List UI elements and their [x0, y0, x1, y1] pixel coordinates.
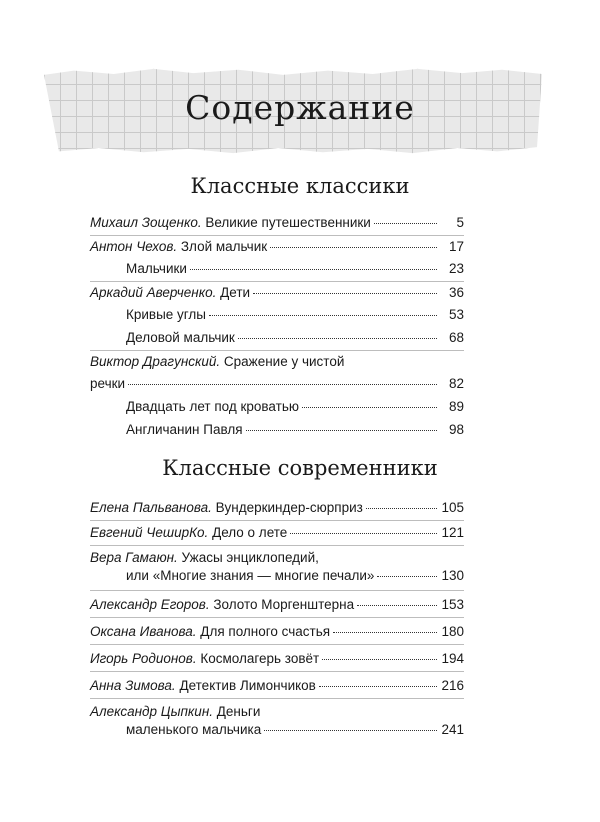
- toc-author: Александр Цыпкин.: [90, 704, 213, 719]
- toc-author: Вера Гамаюн.: [90, 550, 178, 565]
- toc-page-number: 89: [448, 399, 464, 414]
- toc-entry[interactable]: [126, 398, 464, 416]
- toc-page-number: 130: [441, 568, 464, 583]
- dot-leader: [377, 575, 437, 577]
- toc-author: Аркадий Аверченко.: [90, 285, 217, 300]
- toc-entry[interactable]: [90, 499, 464, 517]
- dot-leader: [374, 222, 437, 224]
- toc-title: Сражение у чистой: [223, 354, 345, 369]
- toc-entry[interactable]: [90, 524, 464, 542]
- dot-leader: [253, 292, 437, 294]
- toc-page-number: 23: [448, 261, 464, 276]
- toc-title: Ужасы энциклопедий,: [181, 550, 319, 565]
- dot-leader: [302, 406, 437, 408]
- toc-title: Двадцать лет под кроватью: [126, 399, 299, 414]
- divider: [90, 520, 464, 521]
- toc-title: Великие путешественники: [205, 215, 371, 230]
- toc-page-number: 98: [448, 422, 464, 437]
- toc-author: Евгений ЧеширКо.: [90, 525, 209, 540]
- divider: [90, 235, 464, 236]
- dot-leader: [128, 383, 437, 385]
- dot-leader: [322, 658, 437, 660]
- toc-entry[interactable]: [90, 703, 464, 739]
- toc-title: Кривые углы: [126, 307, 207, 322]
- toc-author: Анна Зимова.: [90, 678, 176, 693]
- toc-page-number: 82: [448, 376, 464, 391]
- toc-author: Виктор Драгунский.: [90, 354, 221, 369]
- toc-title: Англичанин Павля: [126, 422, 243, 437]
- dot-leader: [246, 429, 437, 431]
- divider: [90, 350, 464, 351]
- toc-entry[interactable]: [90, 623, 464, 641]
- toc-entry[interactable]: [126, 260, 464, 278]
- toc-title: Деловой мальчик: [126, 330, 235, 345]
- toc-title-continued: или «Многие знания — многие печали»: [126, 568, 375, 583]
- toc-title: Деньги: [216, 704, 261, 719]
- dot-leader: [333, 631, 437, 633]
- toc-entry[interactable]: [126, 329, 464, 347]
- dot-leader: [270, 246, 437, 248]
- toc-title: Вундеркиндер-сюрприз: [215, 500, 363, 515]
- toc-entry[interactable]: [90, 596, 464, 614]
- toc-page-number: 36: [448, 285, 464, 300]
- toc-page-number: 53: [448, 307, 464, 322]
- toc-page-number: 241: [441, 722, 464, 737]
- toc-title: Дети: [220, 285, 251, 300]
- toc-entry[interactable]: [90, 650, 464, 668]
- divider: [90, 671, 464, 672]
- toc-title: Злой мальчик: [180, 239, 268, 254]
- toc-page-number: 68: [448, 330, 464, 345]
- divider: [90, 281, 464, 282]
- divider: [90, 644, 464, 645]
- toc-page-number: 121: [441, 525, 464, 540]
- toc-author: Михаил Зощенко.: [90, 215, 202, 230]
- section-title-classics: Классные классики: [190, 174, 410, 198]
- toc-entry[interactable]: [90, 214, 464, 232]
- toc-page-number: 153: [441, 597, 464, 612]
- toc-author: Оксана Иванова.: [90, 624, 197, 639]
- toc-author: Елена Пальванова.: [90, 500, 212, 515]
- toc-author: Антон Чехов.: [90, 239, 178, 254]
- dot-leader: [319, 685, 437, 687]
- toc-title: Космолагерь зовёт: [200, 651, 320, 666]
- toc-entry[interactable]: [90, 353, 464, 393]
- toc-entry[interactable]: [90, 284, 464, 302]
- divider: [90, 698, 464, 699]
- dot-leader: [238, 337, 437, 339]
- toc-page-number: 105: [441, 500, 464, 515]
- dot-leader: [209, 314, 437, 316]
- toc-page-number: 180: [441, 624, 464, 639]
- toc-author: Александр Егоров.: [90, 597, 210, 612]
- page-title: Содержание: [185, 88, 415, 127]
- divider: [90, 590, 464, 591]
- toc-title: Для полного счастья: [200, 624, 331, 639]
- divider: [90, 545, 464, 546]
- toc-title-continued: маленького мальчика: [126, 722, 262, 737]
- toc-title: Детектив Лимончиков: [179, 678, 316, 693]
- section-title-modern: Классные современники: [162, 456, 438, 480]
- toc-title: Золото Моргенштерна: [213, 597, 355, 612]
- toc-title-continued: речки: [90, 376, 126, 391]
- divider: [90, 617, 464, 618]
- toc-entry[interactable]: [90, 677, 464, 695]
- toc-entry[interactable]: [126, 306, 464, 324]
- toc-page-number: 216: [441, 678, 464, 693]
- dot-leader: [264, 729, 437, 731]
- toc-title: Дело о лете: [212, 525, 288, 540]
- toc-author: Игорь Родионов.: [90, 651, 197, 666]
- toc-page-number: 194: [441, 651, 464, 666]
- toc-page-number: 17: [448, 239, 464, 254]
- toc-entry[interactable]: [90, 549, 464, 585]
- toc-title: Мальчики: [126, 261, 187, 276]
- dot-leader: [290, 532, 437, 534]
- toc-entry[interactable]: [90, 238, 464, 256]
- dot-leader: [366, 507, 437, 509]
- toc-page-number: 5: [456, 215, 464, 230]
- dot-leader: [357, 604, 437, 606]
- toc-entry[interactable]: [126, 421, 464, 439]
- dot-leader: [190, 268, 437, 270]
